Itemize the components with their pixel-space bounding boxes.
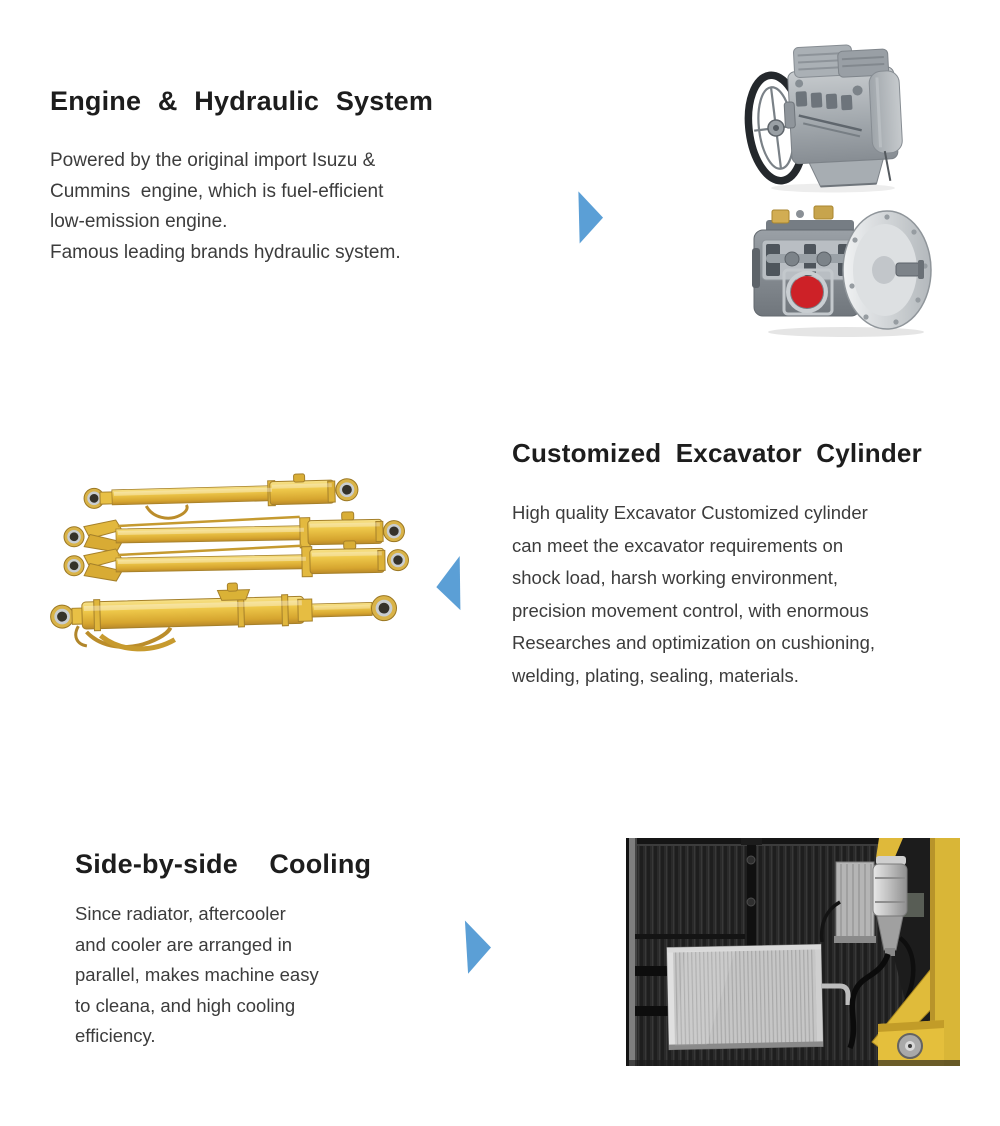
section-body-cooling [75,899,319,1052]
section-title-cooling: Side-by-side Cooling [75,849,372,879]
body-line: and cooler are arranged in [75,933,293,955]
body-line: can meet the excavator requirements on [512,534,844,556]
cylinder [84,472,359,520]
arrow-right-icon [576,191,604,245]
cylinder [50,579,398,651]
body-line: shock load, harsh working environment, [512,567,838,589]
hydraulic-pump-image [746,198,938,340]
body-line: low-emission engine. [50,211,228,232]
body-line: welding, plating, sealing, materials. [512,664,799,686]
body-line: Cummins engine, which is fuel-efficient [50,180,384,202]
body-line: parallel, makes machine easy [75,964,319,986]
body-line: Since radiator, aftercooler [75,903,286,924]
body-line: Famous leading brands hydraulic system. [50,241,401,263]
section-title-engine-hydraulic: Engine & Hydraulic System [50,86,434,116]
section-body-engine-hydraulic [50,146,401,268]
excavator-cylinders-image [42,462,434,654]
body-line: precision movement control, with enormous [512,599,869,621]
section-title-customized-cylinder: Customized Excavator Cylinder [512,438,922,468]
diesel-engine-image [733,33,913,193]
section-body-customized-cylinder [512,497,875,693]
arrow-right-icon [463,920,492,976]
body-line: efficiency. [75,1025,156,1047]
body-line: Researches and optimization on cushioning, [512,632,876,654]
arrow-left-icon [435,555,463,612]
body-line: High quality Excavator Customized cylinder [512,502,868,523]
body-line: to cleana, and high cooling [75,994,296,1016]
body-line: Powered by the original import Isuzu & [50,150,376,171]
cooling-radiator-photo [626,838,960,1066]
